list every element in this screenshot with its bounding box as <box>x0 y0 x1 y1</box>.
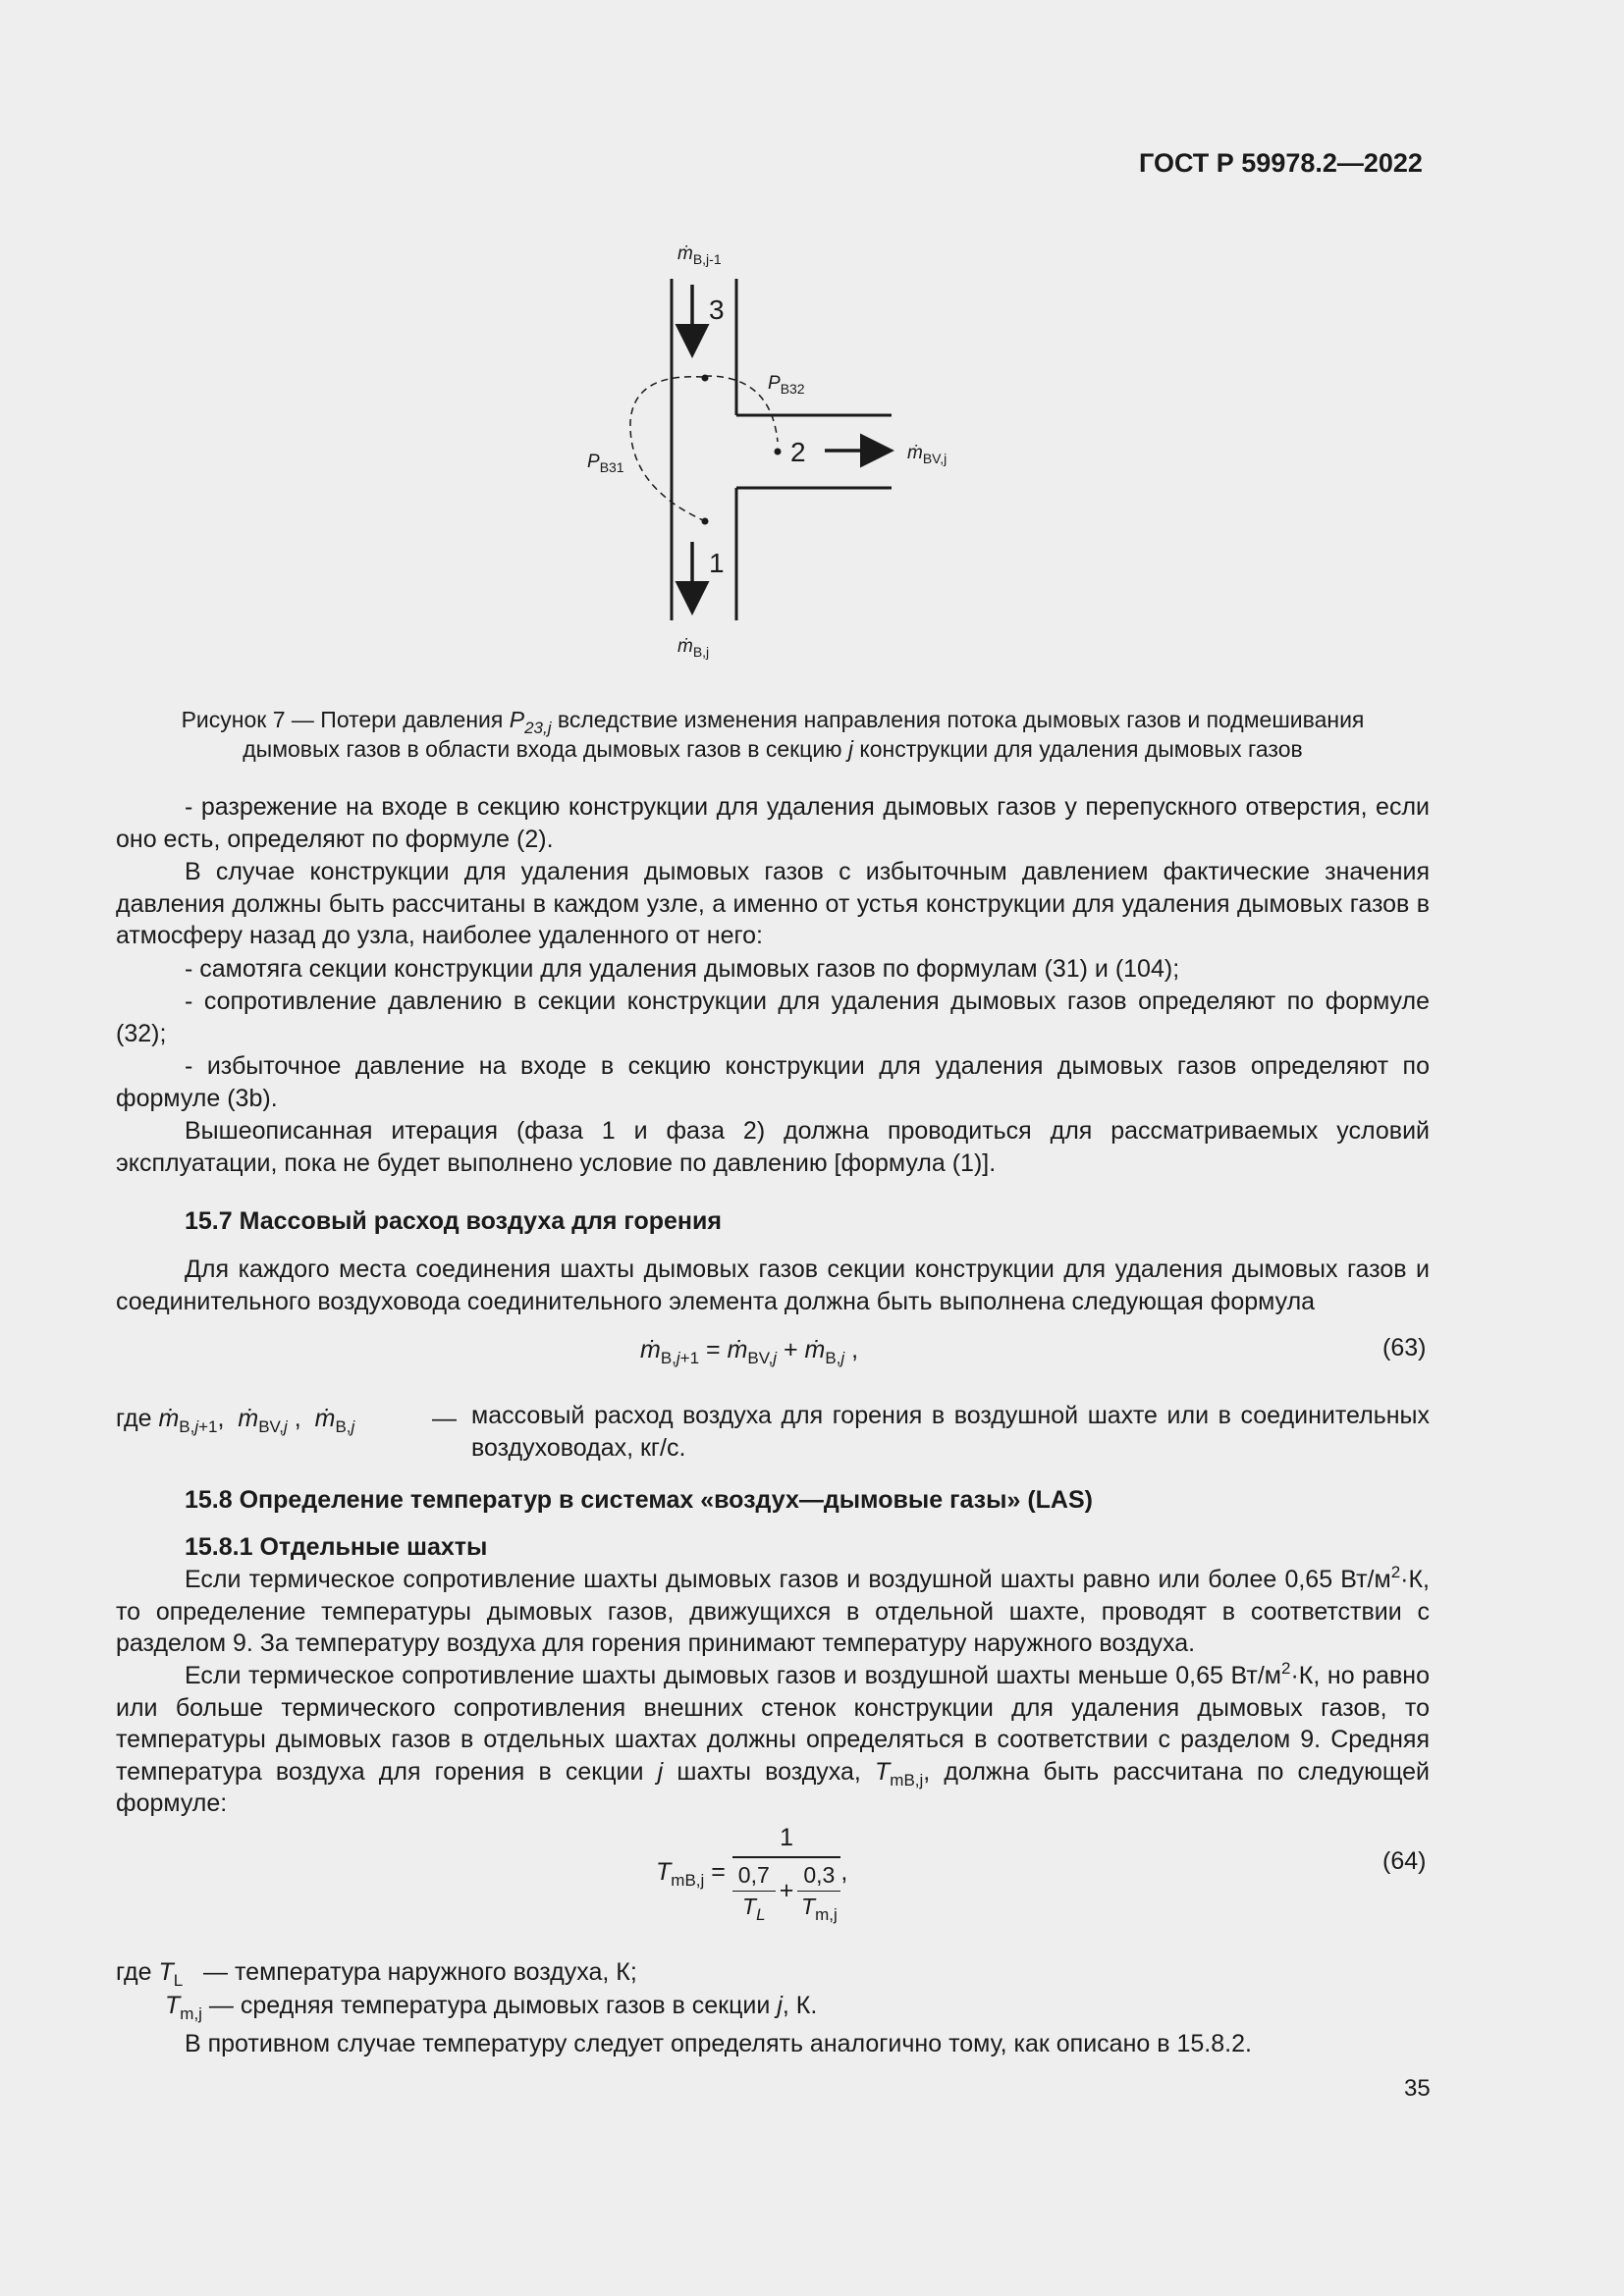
section-15-8-1-title: 15.8.1 Отдельные шахты <box>185 1533 488 1561</box>
label-2: 2 <box>790 437 806 467</box>
where-64-line1: где $T_L$ — температура наружного воздуха, К; <box>116 1958 637 1990</box>
paragraph-p6: Вышеописанная итерация (фаза 1 и фаза 2) должна проводиться для рассматриваемых условий эксплуатации, пока не будет выполнено условие по давлению [формула (1)]. <box>116 1117 1430 1177</box>
paragraph-p2: В случае конструкции для удаления дымовых газов с избыточным давлением фактические значения давления должны быть рассчитаны в каждом узле, а именно от устья конструкции для удаления дымовых газов в атмосферу назад до узла, наиболее удаленного от него: <box>116 858 1430 949</box>
section-15-8-1-p2: Если термическое сопротивление шахты дымовых газов и воздушной шахты меньше 0,65 $Вт/м^2\cdot К$, но равно или больше термического сопротивления внешних стенок конструкции для удаления дымовых газов, то температуры дымовых газов в отдельных шахтах должны определяться в соответствии с разделом 9. Средняя температура воздуха для горения в секции j шахты воздуха, $T_{mB,j}$, должна быть рассчитана по следующей формуле: <box>116 1659 1431 1817</box>
page-number: 35 <box>1404 2075 1431 2102</box>
label-m-top: ṁ$_{B,j-1}$ <box>677 243 722 267</box>
section-15-8-title: 15.8 Определение температур в системах «воздух—дымовые газы» (LAS) <box>185 1486 1093 1514</box>
label-m-right: ṁ$_{BV,j}$ <box>907 443 947 466</box>
figure-7-diagram <box>550 236 1001 677</box>
figure-caption: Рисунок 7 — Потери давления $P_{23,j}$ вследствие изменения направления потока дымовых газов и подмешивания дымовых газов в области входа дымовых газов в секцию j конструкции для удаления дымовых газов <box>181 707 1365 762</box>
paragraph-p4: - сопротивление давлению в секции конструкции для удаления дымовых газов определяют по формуле (32); <box>116 988 1430 1047</box>
section-15-7-title: 15.7 Массовый расход воздуха для горения <box>185 1207 722 1235</box>
point-top <box>702 375 709 382</box>
label-3: 3 <box>709 294 725 325</box>
label-pb31: $P_{B31}$ <box>587 452 624 475</box>
label-m-bottom: ṁ$_{B,j}$ <box>677 636 710 660</box>
pb32-arc <box>705 376 778 442</box>
equation-63-number: (63) <box>1382 1334 1427 1362</box>
label-1: 1 <box>709 548 725 578</box>
where-63-text: массовый расход воздуха для горения в воздушной шахте или в соединительных воздуховодах, кг/с. <box>471 1402 1430 1462</box>
label-pb32: $P_{B32}$ <box>768 373 805 397</box>
equation-64-number: (64) <box>1382 1847 1427 1875</box>
equation-64: $T_{mB,j}$ = 1 $\frac{0,7}{T_L}$ + $\frac{0,3}{T_{m,j}}$ , <box>656 1824 848 1924</box>
section-15-8-1-p1: Если термическое сопротивление шахты дымовых газов и воздушной шахты равно или более 0,65 $Вт/м^2\cdot К$, то определение температуры дымовых газов, движущихся в отдельной шахте, проводят в соответствии с разделом 9. За температуру воздуха для горения принимают температуру наружного воздуха. <box>116 1563 1430 1657</box>
document-id: ГОСТ Р 59978.2—2022 <box>1139 148 1423 178</box>
paragraph-p1: - разрежение на входе в секцию конструкции для удаления дымовых газов у перепускного отверстия, если оно есть, определяют по формуле (2). <box>116 793 1430 853</box>
point-bottom <box>702 518 709 525</box>
section-15-8-1-closing: В противном случае температуру следует определять аналогично тому, как описано в 15.8.2. <box>185 2030 1252 2057</box>
where-63-dash: — <box>432 1405 457 1432</box>
equation-63: ṁ$_{B,j+1}$ = ṁ$_{BV,j}$ + ṁ$_{B,j}$ , <box>640 1336 859 1367</box>
paragraph-p5: - избыточное давление на входе в секцию конструкции для удаления дымовых газов определяют по формуле (3b). <box>116 1052 1430 1112</box>
pb31-arc <box>630 377 703 520</box>
section-15-7-text: Для каждого места соединения шахты дымовых газов секции конструкции для удаления дымовых газов и соединительного воздуховода соединительного элемента должна быть выполнена следующая формула <box>116 1255 1430 1315</box>
where-63-vars: где ṁ$_{B,j+1}$, ṁ$_{BV,j}$ , ṁ$_{B,j}$ <box>116 1405 355 1436</box>
paragraph-p3: - самотяга секции конструкции для удаления дымовых газов по формулам (31) и (104); <box>185 955 1180 983</box>
where-64-line2: $T_{m,j}$ — средняя температура дымовых газов в секции j, К. <box>165 1992 818 2023</box>
point-right <box>775 449 782 455</box>
